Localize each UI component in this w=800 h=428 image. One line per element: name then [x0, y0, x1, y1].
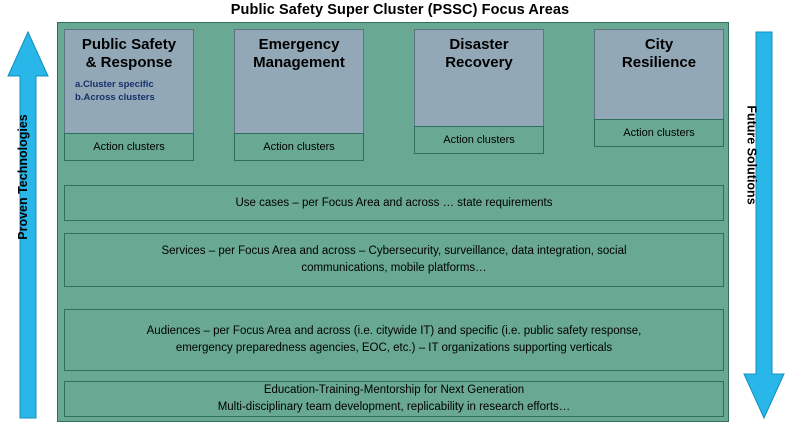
column-title: Public Safety & Response: [81, 36, 177, 71]
list-marker: a.: [75, 79, 83, 91]
action-clusters-label: Action clusters: [623, 127, 695, 139]
band-line: Multi-disciplinary team development, replicability in research efforts…: [217, 401, 571, 413]
down-arrow-icon: [742, 30, 786, 420]
band-line: Use cases – per Focus Area and across … state requirements: [235, 196, 553, 209]
column-title: City Resilience: [621, 36, 697, 71]
list-item: [75, 92, 193, 105]
band-line: Services – per Focus Area and across – Cybersecurity, surveillance, data integration, social: [161, 245, 627, 258]
diagram-frame: [57, 22, 729, 422]
list-label: Cluster specific: [82, 79, 154, 91]
band-line: Audiences – per Focus Area and across (i.e. citywide IT) and specific (i.e. public safety response,: [146, 325, 642, 338]
action-clusters-box-3[interactable]: [414, 126, 544, 154]
action-clusters-label: Action clusters: [93, 141, 165, 153]
action-clusters-label: Action clusters: [443, 134, 515, 146]
column-header-disaster-recovery[interactable]: [414, 29, 544, 134]
band-line: communications, mobile platforms…: [301, 262, 487, 274]
column-title: Emergency Management: [253, 36, 345, 71]
action-clusters-box-4[interactable]: [594, 119, 724, 147]
right-arrow-group: [742, 30, 786, 420]
band-line: Education-Training-Mentorship for Next Generation: [263, 384, 525, 397]
left-arrow-label: Proven Technologies: [15, 114, 30, 240]
column-title: Disaster Recovery: [445, 36, 513, 71]
column-sub-list: [65, 79, 193, 105]
list-item: [75, 79, 193, 92]
right-arrow-label: Future Solutions: [744, 105, 759, 205]
left-arrow-group: [6, 30, 50, 420]
band-use-cases[interactable]: [64, 185, 724, 221]
column-header-city-resilience[interactable]: [594, 29, 724, 127]
list-marker: b.: [75, 92, 84, 104]
list-label: Across clusters: [83, 92, 155, 104]
column-header-emergency-management[interactable]: [234, 29, 364, 141]
band-services[interactable]: [64, 233, 724, 287]
band-line: emergency preparedness agencies, EOC, etc.) – IT organizations supporting verticals: [175, 342, 613, 354]
action-clusters-box-2[interactable]: [234, 133, 364, 161]
page-title: Public Safety Super Cluster (PSSC) Focus Areas: [230, 2, 570, 18]
band-audiences[interactable]: [64, 309, 724, 371]
band-education[interactable]: [64, 381, 724, 417]
action-clusters-label: Action clusters: [263, 141, 335, 153]
action-clusters-box-1[interactable]: [64, 133, 194, 161]
